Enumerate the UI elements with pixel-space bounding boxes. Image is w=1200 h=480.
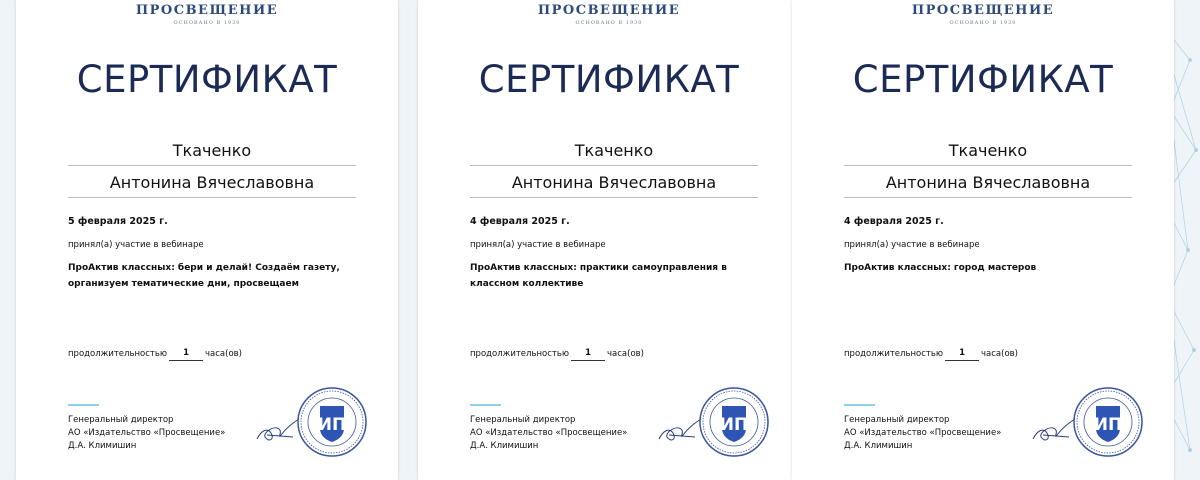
recipient-given-names: Антонина Вячеславовна xyxy=(511,173,717,192)
participation-text: принял(а) участие в вебинаре xyxy=(844,240,980,250)
event-date: 4 февраля 2025 г. xyxy=(470,216,570,227)
duration-label: продолжительностью xyxy=(68,349,168,359)
divider xyxy=(470,165,758,166)
seal-monogram: ИП xyxy=(1093,415,1123,435)
duration-row xyxy=(844,349,1018,367)
certificate-card xyxy=(418,0,800,480)
duration-label: продолжительностью xyxy=(470,349,570,359)
signer-name: Д.А. Климишин xyxy=(470,441,539,452)
duration-value: 1 xyxy=(945,348,979,361)
certificate-title: СЕРТИФИКАТ xyxy=(478,58,740,101)
webinar-title: ПроАктив классных: практики самоуправления в классном коллективе xyxy=(470,263,727,289)
signer-role: Генеральный директор xyxy=(68,415,174,425)
signer-organization: АО «Издательство «Просвещение» xyxy=(68,428,226,439)
participation-text: принял(а) участие в вебинаре xyxy=(470,240,606,250)
publisher-logo: ПРОСВЕЩЕНИЕ xyxy=(911,3,1055,18)
recipient-surname: Ткаченко xyxy=(574,141,654,160)
duration-unit: часа(ов) xyxy=(981,349,1018,359)
publisher-founded: ОСНОВАНО В 1930 xyxy=(949,20,1017,26)
signer-organization: АО «Издательство «Просвещение» xyxy=(470,428,628,439)
signer-name: Д.А. Климишин xyxy=(844,441,913,452)
duration-value: 1 xyxy=(571,348,605,361)
duration-unit: часа(ов) xyxy=(607,349,644,359)
certificate-card xyxy=(792,0,1174,480)
signer-organization: АО «Издательство «Просвещение» xyxy=(844,428,1002,439)
signer-block xyxy=(470,414,627,454)
accent-line xyxy=(68,404,99,406)
certificate-title: СЕРТИФИКАТ xyxy=(852,58,1114,101)
seal-monogram: ИП xyxy=(317,415,347,435)
duration-row xyxy=(470,349,644,367)
event-date: 5 февраля 2025 г. xyxy=(68,216,168,227)
publisher-founded: ОСНОВАНО В 1930 xyxy=(173,20,241,26)
publisher-founded: ОСНОВАНО В 1930 xyxy=(575,20,643,26)
webinar-title: ПроАктив классных: город мастеров xyxy=(844,263,1037,273)
recipient-surname: Ткаченко xyxy=(172,141,252,160)
company-seal xyxy=(698,386,770,458)
accent-line xyxy=(470,404,501,406)
accent-line xyxy=(844,404,875,406)
signer-block xyxy=(844,414,1001,454)
divider xyxy=(470,197,758,198)
company-seal xyxy=(1072,386,1144,458)
duration-row xyxy=(68,349,242,367)
recipient-given-names: Антонина Вячеславовна xyxy=(885,173,1091,192)
signer-role: Генеральный директор xyxy=(844,415,950,425)
recipient-surname: Ткаченко xyxy=(948,141,1028,160)
publisher-logo: ПРОСВЕЩЕНИЕ xyxy=(135,3,279,18)
company-seal xyxy=(296,386,368,458)
publisher-logo: ПРОСВЕЩЕНИЕ xyxy=(537,3,681,18)
divider xyxy=(68,197,356,198)
divider xyxy=(844,197,1132,198)
duration-value: 1 xyxy=(169,348,203,361)
signer-role: Генеральный директор xyxy=(470,415,576,425)
duration-label: продолжительностью xyxy=(844,349,944,359)
certificate-card xyxy=(16,0,398,480)
divider xyxy=(68,165,356,166)
seal-monogram: ИП xyxy=(719,415,749,435)
certificate-title: СЕРТИФИКАТ xyxy=(76,58,338,101)
signer-name: Д.А. Климишин xyxy=(68,441,137,452)
webinar-title: ПроАктив классных: бери и делай! Создаём газету, организуем тематические дни, просвещаем xyxy=(68,263,340,289)
signer-block xyxy=(68,414,225,454)
participation-text: принял(а) участие в вебинаре xyxy=(68,240,204,250)
duration-unit: часа(ов) xyxy=(205,349,242,359)
divider xyxy=(844,165,1132,166)
event-date: 4 февраля 2025 г. xyxy=(844,216,944,227)
recipient-given-names: Антонина Вячеславовна xyxy=(109,173,315,192)
